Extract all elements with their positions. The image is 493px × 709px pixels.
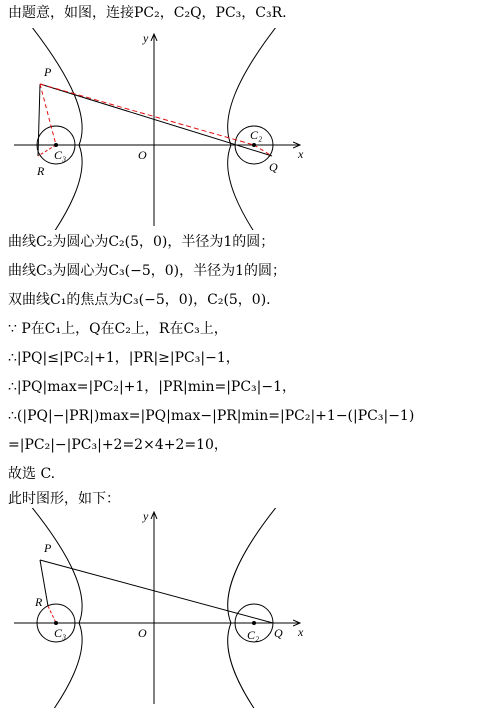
point-c2: [252, 621, 256, 625]
solution-line-4: ∵ P在C₁上，Q在C₂上，R在C₃上，: [8, 321, 228, 337]
point-c3: [54, 621, 58, 625]
solution-line-1: 曲线C₂为圆心为C₂(5，0)，半径为1的圆；: [8, 234, 275, 250]
label-origin: O: [138, 148, 147, 162]
label-r: R: [35, 595, 43, 609]
intro-text: 由题意，如图，连接PC₂，C₂Q，PC₃，C₃R.: [8, 5, 287, 21]
hyperbola-right-branch: [228, 508, 282, 708]
dashed-pc3: [40, 84, 56, 145]
point-c2: [252, 143, 256, 147]
figure-2: [0, 508, 493, 708]
dashed-c3r: [48, 606, 56, 623]
solution-line-9: 故选 C.: [8, 466, 56, 482]
solution-line-7: ∴(|PQ|−|PR|)max=|PQ|max−|PR|min=|PC₂|+1−(|PC₃|−1): [8, 408, 415, 424]
solution-line-3: 双曲线C₁的焦点为C₃(−5，0)，C₂(5，0).: [8, 292, 271, 308]
figure-1: [0, 28, 493, 230]
dashed-c2q: [254, 145, 272, 156]
label-c3: C₃: [54, 148, 67, 162]
solution-line-5: ∴|PQ|≤|PC₂|+1，|PR|≥|PC₃|−1，: [8, 350, 240, 366]
label-c2: C₂: [247, 628, 260, 642]
segment-pq: [40, 560, 273, 623]
label-r: R: [37, 164, 45, 178]
label-y: y: [143, 509, 149, 523]
label-origin: O: [138, 626, 147, 640]
label-c2: C₂: [250, 128, 263, 142]
label-y: y: [143, 31, 149, 45]
label-q: Q: [269, 160, 278, 174]
solution-line-6: ∴|PQ|max=|PC₂|+1，|PR|min=|PC₃|−1，: [8, 379, 297, 395]
solution-line-8: =|PC₂|−|PC₃|+2=2×4+2=10，: [8, 437, 228, 453]
label-p: P: [44, 65, 52, 79]
solution-line-2: 曲线C₃为圆心为C₃(−5，0)，半径为1的圆；: [8, 263, 287, 279]
solution-line-10: 此时图形，如下：: [8, 491, 120, 507]
hyperbola-left-branch: [28, 28, 82, 230]
label-p: P: [44, 541, 52, 555]
label-x: x: [298, 147, 304, 161]
label-x: x: [298, 625, 304, 639]
label-q: Q: [274, 626, 283, 640]
label-c3: C₃: [54, 626, 67, 640]
point-c3: [54, 143, 58, 147]
